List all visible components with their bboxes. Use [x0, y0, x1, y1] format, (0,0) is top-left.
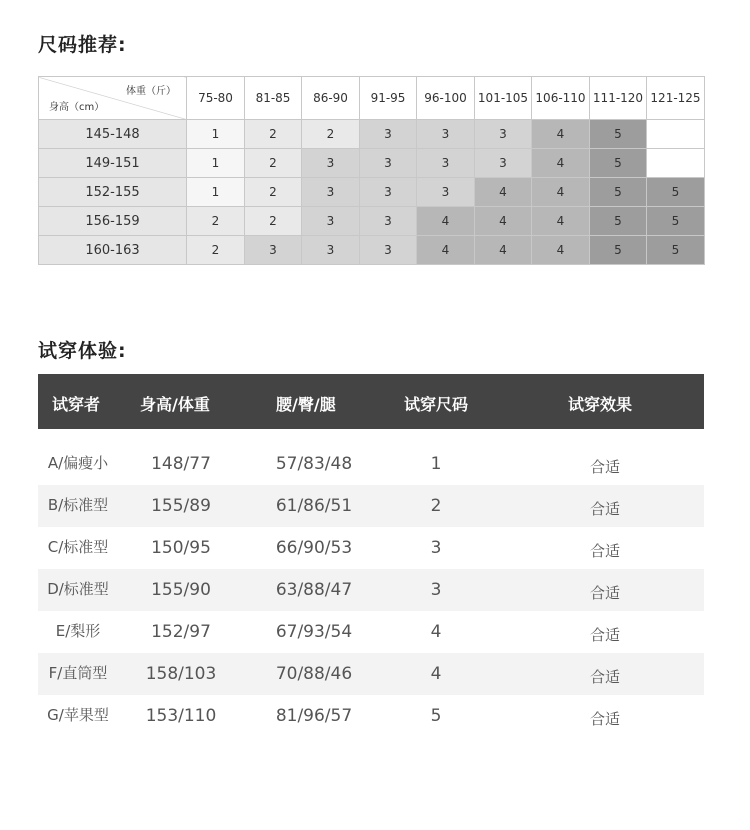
header-waist-hip-leg: 腰/臀/腿 [276, 395, 336, 414]
size-recommendation-table [38, 76, 705, 265]
trial-effect-cell: 合适 [589, 626, 621, 644]
size-cell: 1 [187, 120, 245, 149]
trial-size-cell: 3 [430, 538, 442, 558]
size-cell: 4 [532, 149, 590, 178]
header-height-weight: 身高/体重 [140, 395, 210, 414]
weight-range-header: 86-90 [302, 77, 360, 120]
trial-experience-title: 试穿体验: [38, 340, 127, 362]
weight-range-header: 75-80 [187, 77, 245, 120]
waist-hip-leg-cell: 61/86/51 [275, 496, 353, 516]
size-cell: 5 [647, 178, 705, 207]
height-range-cell: 149-151 [39, 149, 187, 178]
trial-table-header [38, 374, 704, 429]
waist-hip-leg-cell: 67/93/54 [275, 622, 353, 642]
height-range-cell: 156-159 [39, 207, 187, 236]
size-cell: 3 [360, 149, 417, 178]
size-cell: 2 [302, 120, 360, 149]
size-cell: 2 [245, 149, 302, 178]
trial-effect-cell: 合适 [589, 458, 621, 476]
tester-cell: E/梨形 [55, 622, 101, 640]
trial-row [38, 443, 704, 485]
size-cell: 3 [302, 207, 360, 236]
tester-cell: D/标准型 [47, 580, 109, 598]
size-cell: 3 [417, 178, 475, 207]
height-range-cell: 152-155 [39, 178, 187, 207]
size-cell: 3 [417, 120, 475, 149]
tester-cell: G/苹果型 [47, 706, 109, 724]
trial-table-body [38, 443, 704, 737]
size-row [39, 236, 705, 265]
waist-hip-leg-cell: 57/83/48 [275, 454, 353, 474]
size-cell: 4 [532, 178, 590, 207]
height-axis-label: 身高（cm） [49, 102, 105, 113]
trial-row [38, 653, 704, 695]
size-row [39, 207, 705, 236]
size-cell: 3 [302, 178, 360, 207]
size-cell: 4 [475, 207, 532, 236]
trial-row [38, 695, 704, 737]
size-cell: 1 [187, 149, 245, 178]
tester-cell: B/标准型 [47, 496, 109, 514]
size-cell: 4 [475, 178, 532, 207]
trial-effect-cell: 合适 [589, 500, 621, 518]
corner-cell [39, 77, 187, 120]
trial-effect-cell: 合适 [589, 668, 621, 686]
size-cell: 5 [590, 236, 647, 265]
weight-range-header: 111-120 [590, 77, 647, 120]
size-row [39, 120, 705, 149]
weight-range-header: 91-95 [360, 77, 417, 120]
size-cell: 3 [302, 236, 360, 265]
height-range-cell: 145-148 [39, 120, 187, 149]
height-range-cell: 160-163 [39, 236, 187, 265]
trial-size-cell: 1 [430, 454, 442, 474]
size-cell: 3 [360, 236, 417, 265]
weight-axis-label: 体重（斤） [126, 86, 176, 97]
size-row [39, 149, 705, 178]
weight-range-header: 101-105 [475, 77, 532, 120]
size-cell: 4 [475, 236, 532, 265]
height-weight-cell: 152/97 [151, 622, 211, 642]
tester-cell: A/偏瘦小 [47, 454, 109, 472]
size-cell: 3 [417, 149, 475, 178]
size-cell: 5 [590, 178, 647, 207]
height-weight-cell: 153/110 [145, 706, 217, 726]
tester-cell: C/标准型 [47, 538, 109, 556]
size-cell: 5 [647, 207, 705, 236]
height-weight-cell: 158/103 [145, 664, 217, 684]
trial-size-cell: 3 [430, 580, 442, 600]
height-weight-cell: 155/89 [151, 496, 211, 516]
size-cell: 3 [475, 120, 532, 149]
size-cell [647, 120, 705, 149]
size-cell: 1 [187, 178, 245, 207]
size-row [39, 178, 705, 207]
size-cell: 3 [360, 120, 417, 149]
height-weight-cell: 148/77 [151, 454, 211, 474]
size-cell: 4 [417, 236, 475, 265]
size-cell: 2 [245, 178, 302, 207]
waist-hip-leg-cell: 81/96/57 [275, 706, 353, 726]
size-cell: 2 [245, 207, 302, 236]
height-weight-cell: 150/95 [151, 538, 211, 558]
size-cell: 3 [360, 178, 417, 207]
weight-range-header: 96-100 [417, 77, 475, 120]
size-cell: 3 [302, 149, 360, 178]
size-cell: 3 [360, 207, 417, 236]
trial-row [38, 527, 704, 569]
size-cell: 5 [590, 207, 647, 236]
size-cell: 5 [590, 149, 647, 178]
trial-row [38, 569, 704, 611]
size-cell: 4 [417, 207, 475, 236]
waist-hip-leg-cell: 66/90/53 [275, 538, 353, 558]
trial-size-cell: 4 [430, 664, 442, 684]
size-cell: 4 [532, 236, 590, 265]
waist-hip-leg-cell: 70/88/46 [275, 664, 353, 684]
size-cell: 2 [187, 236, 245, 265]
trial-size-cell: 2 [430, 496, 442, 516]
trial-size-cell: 5 [430, 706, 442, 726]
weight-range-header: 121-125 [647, 77, 705, 120]
trial-effect-cell: 合适 [589, 710, 621, 728]
size-cell: 5 [647, 236, 705, 265]
height-weight-cell: 155/90 [151, 580, 211, 600]
size-cell: 3 [475, 149, 532, 178]
header-tester: 试穿者 [52, 395, 101, 414]
size-recommendation-title: 尺码推荐: [38, 34, 127, 56]
size-cell: 2 [187, 207, 245, 236]
size-cell [647, 149, 705, 178]
tester-cell: F/直筒型 [48, 664, 108, 682]
weight-header-row [39, 77, 705, 120]
size-cell: 3 [245, 236, 302, 265]
size-cell: 4 [532, 207, 590, 236]
weight-range-header: 106-110 [532, 77, 590, 120]
trial-size-cell: 4 [430, 622, 442, 642]
size-cell: 5 [590, 120, 647, 149]
size-cell: 2 [245, 120, 302, 149]
header-trial-effect: 试穿效果 [568, 395, 633, 414]
waist-hip-leg-cell: 63/88/47 [275, 580, 353, 600]
trial-effect-cell: 合适 [589, 584, 621, 602]
trial-row [38, 485, 704, 527]
trial-effect-cell: 合适 [589, 542, 621, 560]
trial-row [38, 611, 704, 653]
weight-range-header: 81-85 [245, 77, 302, 120]
header-trial-size: 试穿尺码 [404, 395, 469, 414]
size-cell: 4 [532, 120, 590, 149]
